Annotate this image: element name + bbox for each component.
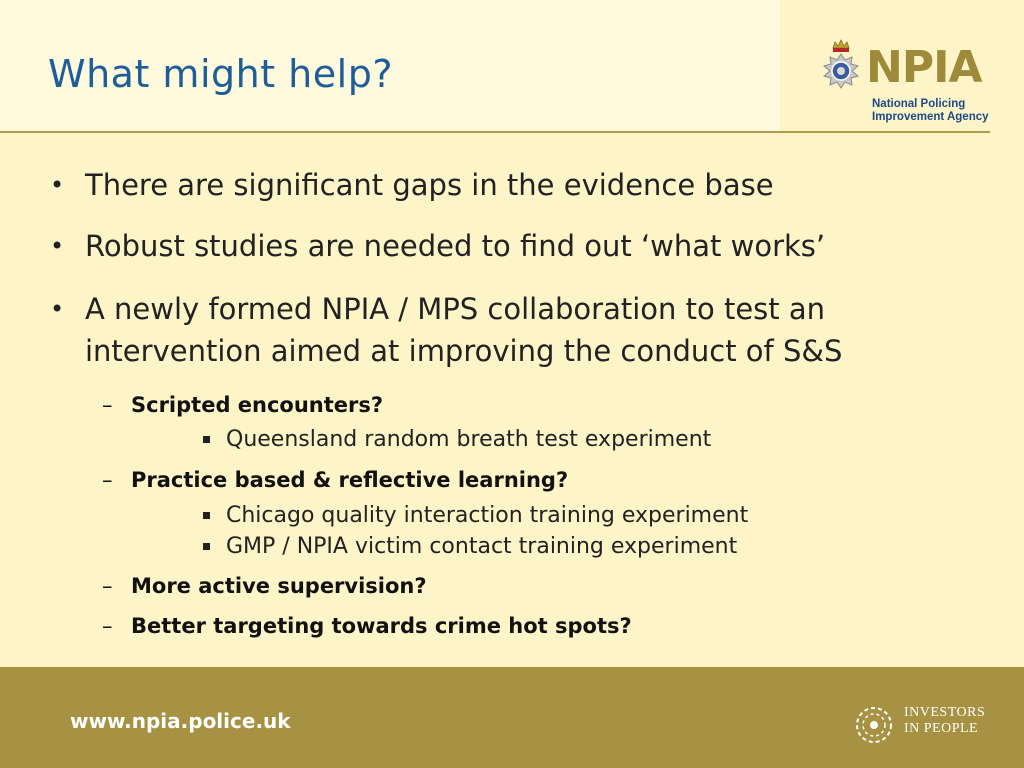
dash-icon: – bbox=[102, 393, 113, 417]
sub-bullet-text: Better targeting towards crime hot spots? bbox=[131, 614, 632, 638]
website-link[interactable]: www.npia.police.uk bbox=[70, 709, 291, 733]
investors-in-people-logo bbox=[852, 701, 1002, 749]
dash-icon: – bbox=[102, 468, 113, 492]
npia-logo bbox=[812, 32, 992, 128]
logo-subtitle: National Policing Improvement Agency bbox=[872, 98, 989, 123]
slide-title: What might help? bbox=[48, 52, 393, 96]
investors-in-people-text: INVESTORS IN PEOPLE bbox=[904, 705, 986, 736]
laurel-wreath-icon bbox=[852, 703, 896, 747]
bullet-text: A newly formed NPIA / MPS collaboration to test an intervention aimed at improving the conduct of S&S bbox=[85, 292, 843, 368]
example-text: GMP / NPIA victim contact training experiment bbox=[226, 534, 738, 559]
bullet-dot-icon: • bbox=[50, 171, 65, 199]
square-bullet-icon bbox=[203, 512, 210, 519]
bullet-text: There are significant gaps in the evidence base bbox=[85, 168, 774, 202]
example-text: Queensland random breath test experiment bbox=[226, 427, 712, 452]
logo-wordmark: NPIA bbox=[866, 42, 982, 93]
square-bullet-icon bbox=[203, 543, 210, 550]
dash-icon: – bbox=[102, 574, 113, 598]
sub-bullet-text: More active supervision? bbox=[131, 574, 427, 598]
bullet-text: Robust studies are needed to find out ‘what works’ bbox=[85, 229, 826, 263]
example-text: Chicago quality interaction training experiment bbox=[226, 503, 749, 528]
footer-bar bbox=[0, 667, 1024, 768]
sub-bullet-text: Scripted encounters? bbox=[131, 393, 384, 417]
dash-icon: – bbox=[102, 614, 113, 638]
bullet-dot-icon: • bbox=[50, 295, 65, 323]
police-crest-icon bbox=[814, 38, 868, 104]
bullet-dot-icon: • bbox=[50, 232, 65, 260]
square-bullet-icon bbox=[203, 436, 210, 443]
sub-bullet-text: Practice based & reflective learning? bbox=[131, 468, 569, 492]
title-divider bbox=[0, 131, 990, 133]
